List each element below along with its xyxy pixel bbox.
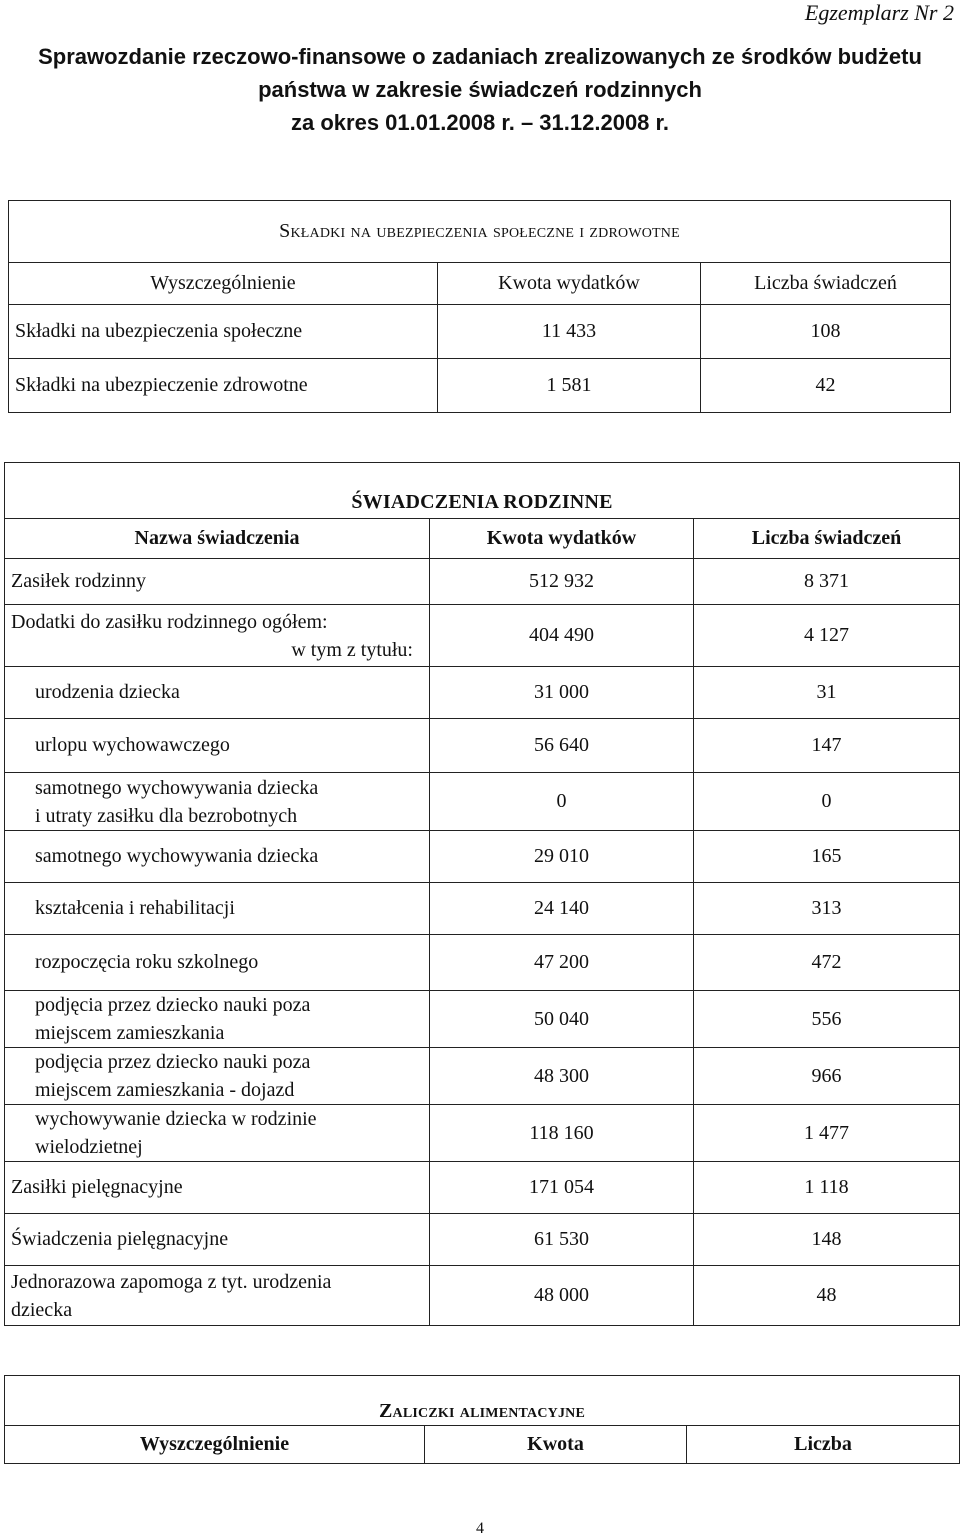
row-label: Świadczenia pielęgnacyjne [5,1214,430,1266]
row-label: rozpoczęcia roku szkolnego [5,935,430,991]
amount-cell: 48 000 [430,1266,694,1326]
table-row [5,831,960,883]
count-cell: 31 [694,667,960,719]
row-label-line: Jednorazowa zapomoga z tyt. urodzenia [11,1270,332,1293]
table-row [5,1162,960,1214]
count-cell: 148 [694,1214,960,1266]
table-row [5,667,960,719]
table-row [5,1214,960,1266]
report-title-line-1: Sprawozdanie rzeczowo-finansowe o zadaniach zrealizowanych ze środków budżetu [38,44,922,69]
table-row [5,719,960,773]
amount-cell: 29 010 [430,831,694,883]
amount-cell: 0 [430,773,694,831]
amount-cell: 24 140 [430,883,694,935]
amount-cell: 50 040 [430,991,694,1048]
amount-cell: 404 490 [430,605,694,667]
row-label-line: miejscem zamieszkania [35,1022,225,1044]
amount-cell: 11 433 [438,305,701,359]
count-cell: 165 [694,831,960,883]
row-label-line: samotnego wychowywania dziecka [35,776,319,799]
count-cell: 0 [694,773,960,831]
table-row [5,1048,960,1105]
count-cell: 108 [701,305,951,359]
count-cell: 48 [694,1266,960,1326]
row-label: Zasiłek rodzinny [5,559,430,605]
column-header: Liczba [687,1426,960,1464]
row-label-line: Dodatki do zasiłku rodzinnego ogółem: [11,610,328,633]
table-row [5,605,960,667]
table-heading: ŚWIADCZENIA RODZINNE [5,463,960,519]
amount-cell: 56 640 [430,719,694,773]
table-row [5,559,960,605]
column-header: Wyszczególnienie [5,1426,425,1464]
amount-cell: 48 300 [430,1048,694,1105]
table-row [5,991,960,1048]
row-label: Składki na ubezpieczenia społeczne [9,305,438,359]
column-header: Kwota [425,1426,687,1464]
column-header: Liczba świadczeń [694,519,960,559]
alimony-advances-table [4,1375,960,1464]
column-header: Nazwa świadczenia [5,519,430,559]
page-number: 4 [476,1520,484,1537]
report-title-line-2: państwa w zakresie świadczeń rodzinnych [258,77,702,102]
row-label: urodzenia dziecka [5,667,430,719]
amount-cell: 171 054 [430,1162,694,1214]
row-label-line: dziecka [11,1298,73,1321]
count-cell: 966 [694,1048,960,1105]
amount-cell: 47 200 [430,935,694,991]
row-label: urlopu wychowawczego [5,719,430,773]
column-header: Kwota wydatków [438,263,701,305]
count-cell: 313 [694,883,960,935]
amount-cell: 118 160 [430,1105,694,1162]
table-row [5,935,960,991]
row-label-line: wychowywanie dziecka w rodzinie [35,1108,317,1130]
count-cell: 147 [694,719,960,773]
row-label-line: podjęcia przez dziecko nauki poza [35,994,311,1016]
column-header: Liczba świadczeń [701,263,951,305]
row-label: Składki na ubezpieczenie zdrowotne [9,359,438,413]
column-header: Wyszczególnienie [9,263,438,305]
copy-number-label: Egzemplarz Nr 2 [804,0,954,25]
row-label-line: wielodzietnej [35,1136,143,1158]
amount-cell: 31 000 [430,667,694,719]
row-label-line: podjęcia przez dziecko nauki poza [35,1051,311,1073]
count-cell: 472 [694,935,960,991]
row-label-subline: w tym z tytułu: [291,638,413,661]
count-cell: 42 [701,359,951,413]
report-title-line-3: za okres 01.01.2008 r. – 31.12.2008 r. [291,110,669,135]
table-row [5,1105,960,1162]
row-label: kształcenia i rehabilitacji [5,883,430,935]
row-label [5,1105,430,1162]
table-row [5,883,960,935]
table-row [5,1266,960,1326]
row-label [5,605,430,667]
table-row [9,359,951,413]
amount-cell: 512 932 [430,559,694,605]
insurance-contributions-table [8,200,951,413]
row-label [5,773,430,831]
amount-cell: 61 530 [430,1214,694,1266]
count-cell: 556 [694,991,960,1048]
count-cell: 8 371 [694,559,960,605]
table-row [5,773,960,831]
amount-cell: 1 581 [438,359,701,413]
row-label-line: miejscem zamieszkania - dojazd [35,1079,295,1101]
column-header: Kwota wydatków [430,519,694,559]
count-cell: 1 477 [694,1105,960,1162]
row-label [5,991,430,1048]
row-label: Zasiłki pielęgnacyjne [5,1162,430,1214]
table-row [9,305,951,359]
row-label [5,1266,430,1326]
row-label [5,1048,430,1105]
table-heading: Składki na ubezpieczenia społeczne i zdrowotne [9,201,951,263]
count-cell: 1 118 [694,1162,960,1214]
row-label: samotnego wychowywania dziecka [5,831,430,883]
row-label-line: i utraty zasiłku dla bezrobotnych [35,804,298,827]
count-cell: 4 127 [694,605,960,667]
table-heading: Zaliczki alimentacyjne [5,1376,960,1426]
report-title [0,40,960,139]
family-benefits-table [4,462,960,1326]
